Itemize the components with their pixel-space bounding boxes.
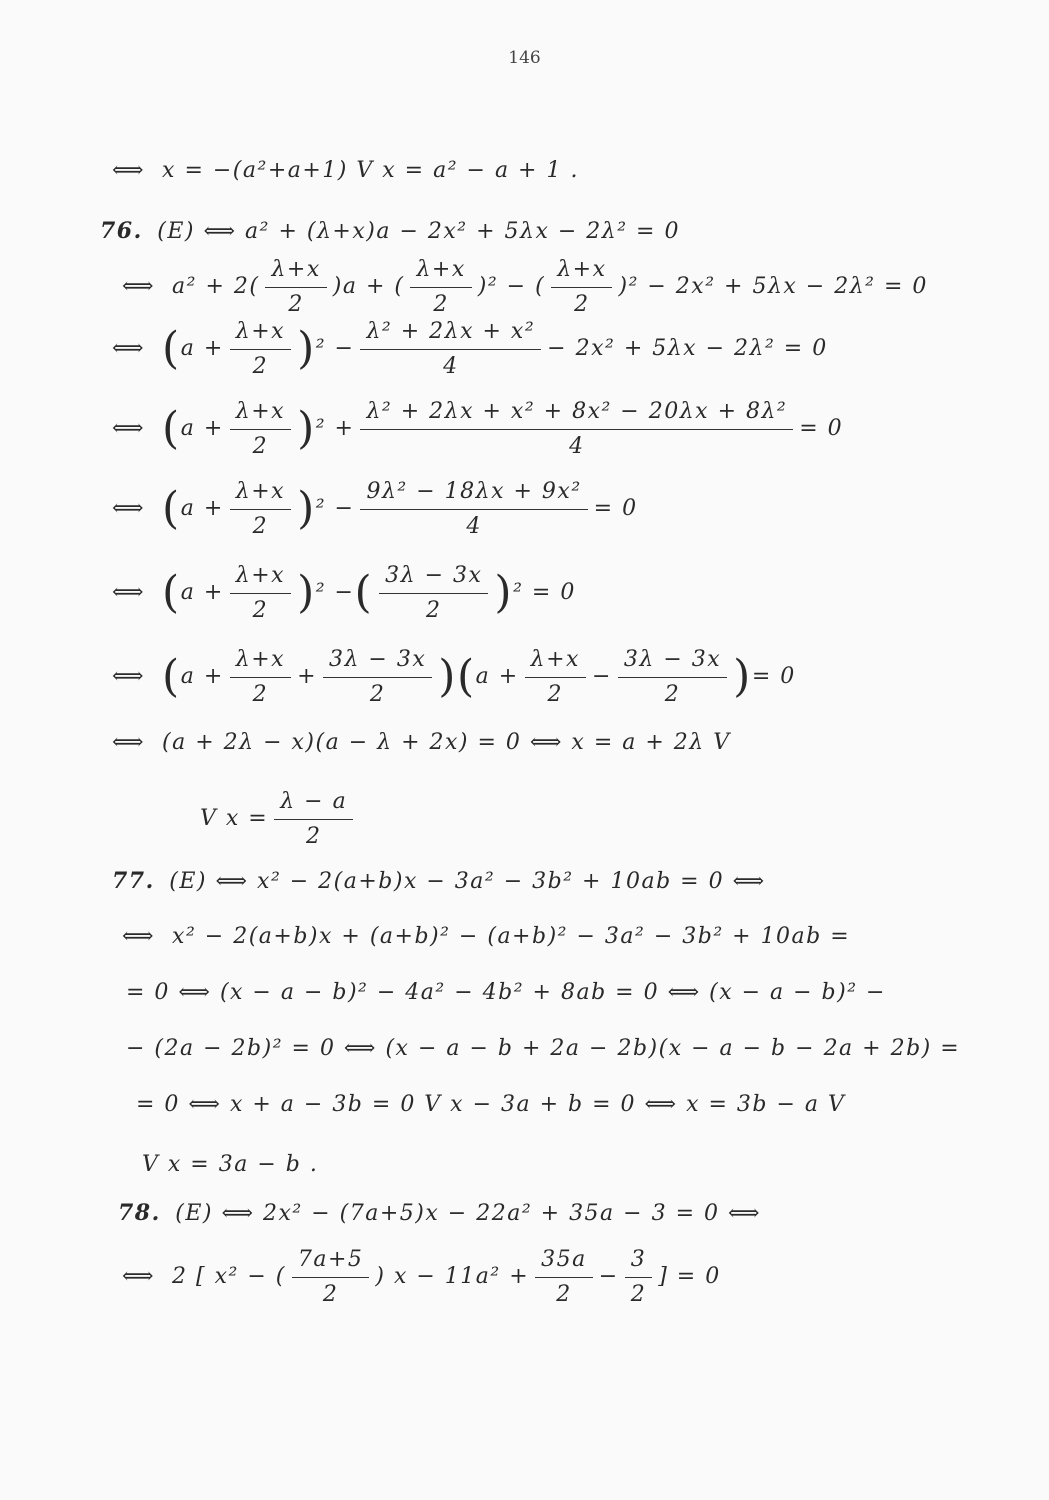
- equation-text: ² −: [315, 580, 355, 605]
- problem-76-line: [100, 218, 680, 244]
- open-paren: (: [456, 651, 476, 702]
- open-paren: (: [162, 403, 181, 454]
- equivalence-arrow: ⟺: [112, 580, 144, 605]
- equation-text: +: [297, 664, 317, 689]
- equation-text: (a + 2λ − x)(a − λ + 2x) = 0 ⟺ x = a + 2λ V: [162, 730, 731, 755]
- close-paren: ): [733, 651, 752, 702]
- numerator: 3λ − 3x: [379, 562, 488, 594]
- problem-number: 78.: [118, 1200, 161, 1226]
- equivalence-arrow: ⟺: [112, 730, 144, 755]
- equation-line: [122, 256, 928, 318]
- denominator: 2: [433, 291, 449, 317]
- equation-text: = 0: [751, 664, 796, 689]
- equivalence-arrow: ⟺: [112, 496, 144, 521]
- equation-text: ² +: [315, 416, 355, 441]
- fraction: [360, 318, 541, 380]
- numerator: λ+x: [230, 318, 291, 350]
- equation-text: − 2x² + 5λx − 2λ² = 0: [547, 336, 828, 361]
- equivalence-arrow: ⟺: [112, 664, 144, 689]
- equation-text: V x = 3a − b .: [142, 1152, 319, 1177]
- problem-78-line: [118, 1200, 761, 1226]
- open-paren: (: [354, 567, 374, 618]
- numerator: λ+x: [525, 646, 586, 678]
- equation-line: [122, 924, 850, 949]
- equation-line: [126, 1036, 960, 1061]
- equation-line: [112, 478, 638, 540]
- equation-text: a +: [180, 664, 224, 689]
- equation-line: [112, 158, 579, 183]
- numerator: λ² + 2λx + x²: [360, 318, 541, 350]
- close-paren: ): [297, 567, 316, 618]
- denominator: 2: [252, 597, 269, 623]
- fraction: [360, 478, 587, 540]
- fraction: [535, 1246, 593, 1308]
- close-paren: ): [297, 403, 316, 454]
- denominator: 2: [305, 823, 322, 849]
- equation-text: a² + 2(: [172, 274, 260, 299]
- fraction: [360, 398, 793, 460]
- equation-text: x² − 2(a+b)x + (a+b)² − (a+b)² − 3a² − 3b² + 10ab =: [172, 924, 851, 949]
- fraction: [551, 256, 612, 318]
- denominator: 2: [426, 597, 442, 623]
- fraction: [323, 646, 432, 708]
- equivalence-arrow: ⟺: [122, 1264, 154, 1289]
- numerator: 3λ − 3x: [323, 646, 432, 678]
- denominator: 2: [288, 291, 304, 317]
- equation-text: )a + (: [332, 274, 405, 299]
- problem-number: 76.: [100, 218, 143, 244]
- numerator: λ+x: [551, 256, 612, 288]
- equation-text: ² −: [315, 496, 355, 521]
- numerator: 3λ − 3x: [618, 646, 727, 678]
- close-paren: ): [494, 567, 514, 618]
- fraction: [230, 398, 291, 460]
- denominator: 2: [369, 681, 386, 707]
- numerator: 3: [625, 1246, 653, 1278]
- numerator: 35a: [535, 1246, 593, 1278]
- fraction: [379, 562, 488, 624]
- denominator: 4: [466, 513, 482, 539]
- equation-line: [142, 1152, 318, 1177]
- equivalence-arrow: ⟺: [112, 336, 144, 361]
- equation-text: ² = 0: [513, 580, 576, 605]
- numerator: λ+x: [230, 646, 291, 678]
- problem-number: 77.: [112, 868, 155, 894]
- equation-text: a +: [180, 416, 224, 441]
- equation-line: [122, 1246, 721, 1308]
- numerator: λ+x: [230, 562, 291, 594]
- denominator: 2: [630, 1281, 647, 1307]
- open-paren: (: [162, 483, 181, 534]
- close-paren: ): [297, 323, 316, 374]
- denominator: 2: [664, 681, 681, 707]
- denominator: 2: [252, 353, 269, 379]
- fraction: [292, 1246, 370, 1308]
- page-number: 146: [508, 48, 541, 68]
- open-paren: (: [162, 567, 181, 618]
- equation-text: = 0 ⟺ x + a − 3b = 0 V x − 3a + b = 0 ⟺ x = 3b − a V: [136, 1092, 846, 1117]
- equation-text: − (2a − 2b)² = 0 ⟺ (x − a − b + 2a − 2b)(x − a − b − 2a + 2b) =: [126, 1036, 961, 1061]
- equation-text: −: [598, 1264, 619, 1289]
- numerator: λ² + 2λx + x² + 8x² − 20λx + 8λ²: [360, 398, 793, 430]
- numerator: 7a+5: [292, 1246, 370, 1278]
- equation-line: [112, 318, 828, 380]
- equation-text: a +: [180, 496, 224, 521]
- equation-text: V x =: [200, 806, 269, 831]
- fraction: [265, 256, 326, 318]
- fraction: [410, 256, 471, 318]
- open-paren: (: [162, 323, 181, 374]
- equation-text: (E) ⟺ x² − 2(a+b)x − 3a² − 3b² + 10ab = 0 ⟺: [169, 869, 766, 894]
- numerator: λ+x: [230, 398, 291, 430]
- equivalence-arrow: ⟺: [112, 416, 144, 441]
- equation-line: [112, 562, 576, 624]
- equation-line: [136, 1092, 845, 1117]
- denominator: 2: [574, 291, 590, 317]
- equivalence-arrow: ⟺: [112, 158, 144, 183]
- equivalence-arrow: ⟺: [122, 924, 154, 949]
- denominator: 2: [556, 1281, 572, 1307]
- problem-77-line: [112, 868, 766, 894]
- equation-text: −: [591, 664, 612, 689]
- equation-text: ) x − 11a² +: [375, 1264, 530, 1289]
- fraction: [618, 646, 727, 708]
- equation-text: )² − (: [477, 274, 546, 299]
- open-paren: (: [162, 651, 181, 702]
- equation-line: [112, 730, 731, 755]
- numerator: 9λ² − 18λx + 9x²: [360, 478, 587, 510]
- equation-text: a +: [180, 336, 224, 361]
- equation-line: [112, 646, 796, 708]
- equation-text: x = −(a²+a+1) V x = a² − a + 1 .: [162, 158, 579, 183]
- equation-text: ² −: [315, 336, 355, 361]
- equation-text: 2 [ x² − (: [172, 1264, 286, 1289]
- fraction: [230, 478, 291, 540]
- numerator: λ − a: [274, 788, 353, 820]
- fraction: [625, 1246, 653, 1308]
- fraction: [525, 646, 586, 708]
- denominator: 2: [322, 1281, 339, 1307]
- equation-text: = 0: [593, 496, 638, 521]
- close-paren: ): [438, 651, 457, 702]
- denominator: 2: [547, 681, 564, 707]
- close-paren: ): [297, 483, 316, 534]
- fraction: [230, 646, 291, 708]
- denominator: 2: [252, 513, 269, 539]
- equation-text: )² − 2x² + 5λx − 2λ² = 0: [618, 274, 928, 299]
- equation-line: [200, 788, 359, 850]
- equation-text: a +: [475, 664, 519, 689]
- fraction: [274, 788, 353, 850]
- equation-text: a +: [180, 580, 224, 605]
- equation-text: (E) ⟺ a² + (λ+x)a − 2x² + 5λx − 2λ² = 0: [157, 219, 680, 244]
- numerator: λ+x: [265, 256, 326, 288]
- equation-line: [112, 398, 843, 460]
- denominator: 4: [569, 433, 585, 459]
- equivalence-arrow: ⟺: [122, 274, 154, 299]
- numerator: λ+x: [410, 256, 471, 288]
- fraction: [230, 562, 291, 624]
- numerator: λ+x: [230, 478, 291, 510]
- denominator: 2: [252, 433, 269, 459]
- denominator: 4: [443, 353, 459, 379]
- fraction: [230, 318, 291, 380]
- equation-text: (E) ⟺ 2x² − (7a+5)x − 22a² + 35a − 3 = 0 ⟺: [175, 1201, 762, 1226]
- equation-text: = 0: [799, 416, 844, 441]
- equation-line: [126, 980, 886, 1005]
- equation-text: = 0 ⟺ (x − a − b)² − 4a² − 4b² + 8ab = 0 ⟺ (x − a − b)² −: [126, 980, 886, 1005]
- denominator: 2: [252, 681, 269, 707]
- equation-text: ] = 0: [658, 1264, 721, 1289]
